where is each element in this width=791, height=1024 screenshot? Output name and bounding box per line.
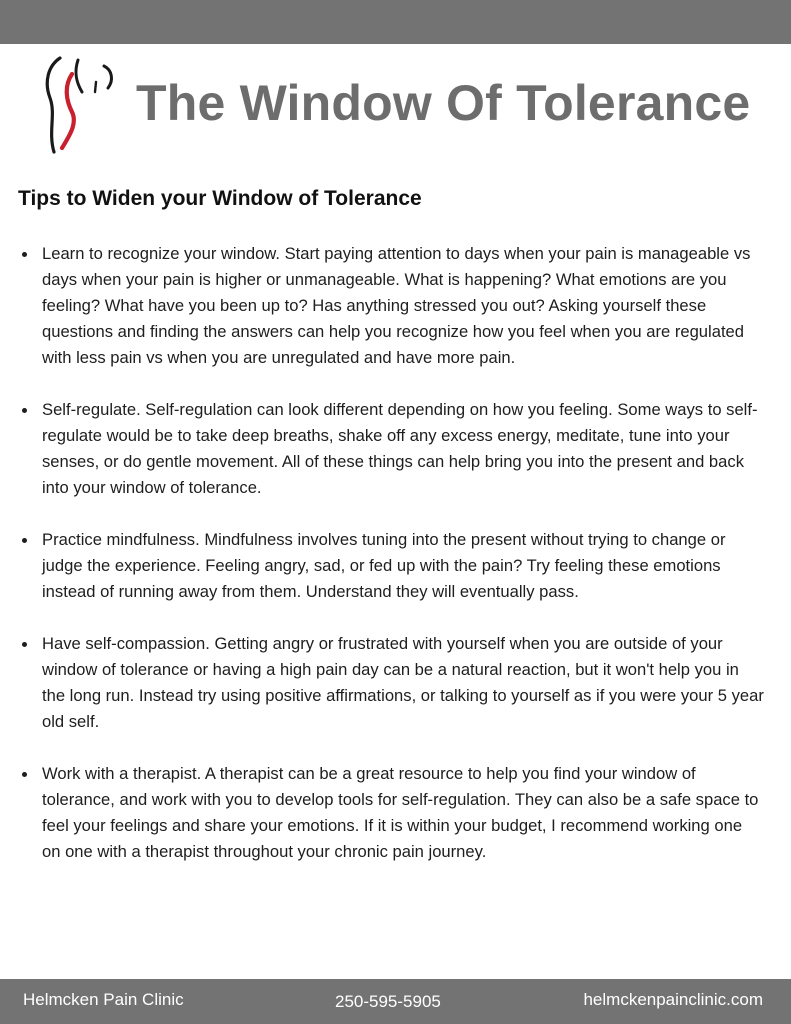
footer-bar (0, 979, 791, 1024)
footer-website: helmckenpainclinic.com (583, 990, 763, 1009)
footer-phone: 250-595-5905 (335, 992, 441, 1011)
tip-recognize-window: Learn to recognize your window. Start paying attention to days when your pain is manageable vs days when your pain is higher or unmanageable. What is happening? What emotions are you feeling? What have you been up to? Has anything stressed you out? Asking yourself these questions and finding the answers can help you recognize how you feel when you are regulated with less pain vs when you are unregulated and have more pain. (0, 241, 791, 371)
clinic-logo (38, 52, 118, 158)
tip-self-regulate: Self-regulate. Self-regulation can look different depending on how you feeling. Some ways to self-regulate would be to take deep breaths, shake off any excess energy, meditate, tune into your senses, or do gentle movement. All of these things can help bring you into the present and back into your window of tolerance. (0, 397, 791, 501)
spine-figure-icon (38, 52, 118, 158)
tip-mindfulness: Practice mindfulness. Mindfulness involves tuning into the present without trying to change or judge the experience. Feeling angry, sad, or fed up with the pain? Try feeling these emotions instead of running away from them. Understand they will eventually pass. (0, 527, 791, 605)
tips-list (0, 241, 791, 891)
top-bar (0, 0, 791, 44)
footer-clinic-name: Helmcken Pain Clinic (23, 990, 184, 1009)
page-title: The Window Of Tolerance (136, 75, 751, 131)
tip-therapist: Work with a therapist. A therapist can be a great resource to help you find your window of tolerance, and work with you to develop tools for self-regulation. They can also be a safe space to feel your feelings and share your emotions. If it is within your budget, I recommend working one on one with a therapist throughout your chronic pain journey. (0, 761, 791, 865)
section-heading: Tips to Widen your Window of Tolerance (18, 187, 422, 210)
tip-self-compassion: Have self-compassion. Getting angry or frustrated with yourself when you are outside of your window of tolerance or having a high pain day can be a natural reaction, but it won't help you in the long run. Instead try using positive affirmations, or talking to yourself as if you were your 5 year old self. (0, 631, 791, 735)
